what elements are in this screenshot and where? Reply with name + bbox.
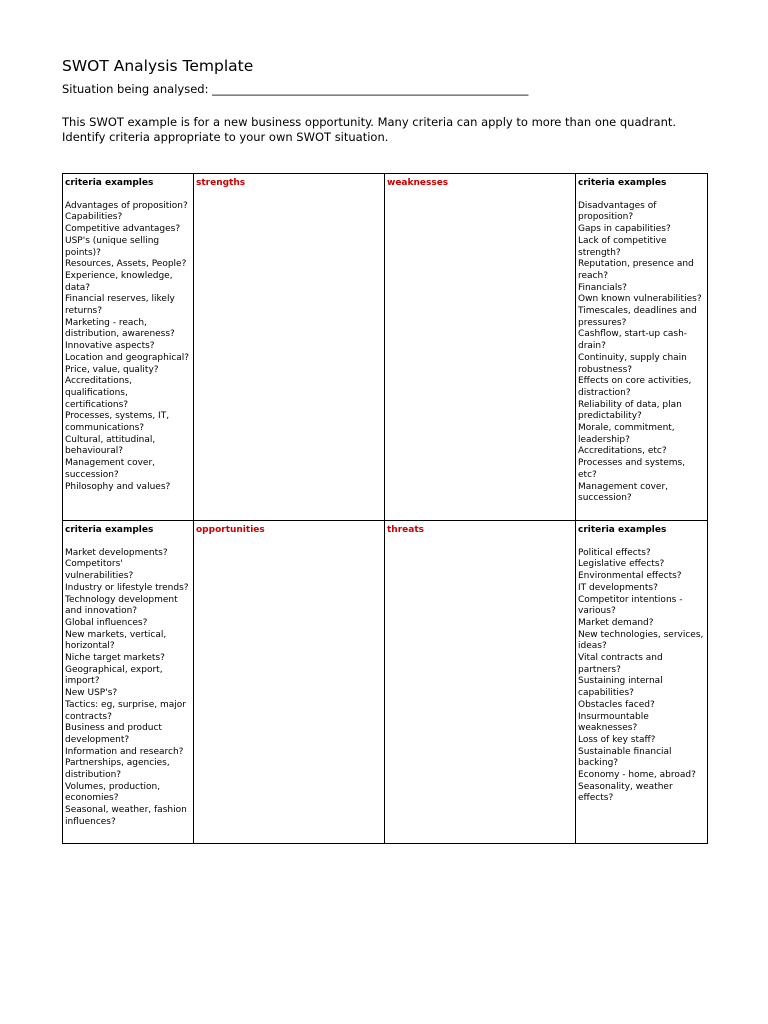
- criteria-item: Sustaining internal capabilities?: [578, 676, 663, 699]
- criteria-header: criteria examples: [65, 178, 154, 188]
- swot-row-internal: [63, 174, 708, 521]
- criteria-item: Volumes, production, economies?: [65, 781, 161, 804]
- criteria-header: criteria examples: [65, 525, 154, 535]
- cell-weaknesses: [385, 174, 576, 521]
- criteria-item: Market developments?: [65, 547, 168, 558]
- cell-strengths: [194, 174, 385, 521]
- criteria-item: Philosophy and values?: [65, 481, 171, 492]
- criteria-item: Competitor intentions - various?: [578, 594, 683, 617]
- criteria-item: Technology development and innovation?: [65, 594, 178, 617]
- criteria-item: Processes, systems, IT, communications?: [65, 411, 170, 434]
- criteria-item: Experience, knowledge, data?: [65, 270, 173, 293]
- criteria-item: Market demand?: [578, 617, 654, 628]
- criteria-item: Geographical, export, import?: [65, 664, 163, 687]
- criteria-item: IT developments?: [578, 582, 658, 593]
- criteria-item: Price, value, quality?: [65, 364, 159, 375]
- criteria-item: Business and product development?: [65, 723, 162, 745]
- criteria-item: Resources, Assets, People?: [65, 259, 187, 270]
- criteria-item: Timescales, deadlines and pressures?: [578, 306, 697, 328]
- cell-threats: [385, 521, 576, 844]
- criteria-item: Legislative effects?: [578, 559, 665, 570]
- threats-header: threats: [387, 525, 424, 535]
- situation-line: Situation being analysed: _______________________________________________________: [62, 82, 529, 96]
- criteria-item: Sustainable financial backing?: [578, 746, 672, 769]
- criteria-list: [65, 548, 191, 829]
- criteria-item: Competitive advantages?: [65, 224, 181, 235]
- cell-criteria-opportunities: [63, 521, 194, 844]
- intro-line-1: This SWOT example is for a new business opportunity. Many criteria can apply to more than one quadrant.: [62, 115, 677, 129]
- criteria-item: Obstacles faced?: [578, 699, 655, 710]
- criteria-item: Partnerships, agencies, distribution?: [65, 758, 170, 781]
- page-title: SWOT Analysis Template: [62, 57, 254, 75]
- criteria-item: Morale, commitment, leadership?: [578, 423, 675, 445]
- weaknesses-header: weaknesses: [387, 178, 449, 188]
- criteria-item: Insurmountable weaknesses?: [578, 711, 649, 734]
- criteria-item: Lack of competitive strength?: [578, 235, 667, 258]
- criteria-item: Continuity, supply chain robustness?: [578, 352, 687, 375]
- criteria-item: Innovative aspects?: [65, 341, 155, 352]
- criteria-item: Cultural, attitudinal, behavioural?: [65, 434, 156, 457]
- criteria-list: [578, 548, 705, 805]
- criteria-item: Competitors' vulnerabilities?: [65, 559, 134, 582]
- criteria-item: New markets, vertical, horizontal?: [65, 629, 167, 652]
- criteria-item: Advantages of proposition?: [65, 200, 188, 211]
- criteria-item: Gaps in capabilities?: [578, 224, 671, 235]
- swot-grid: [62, 173, 708, 844]
- criteria-item: Marketing - reach, distribution, awareness?: [65, 317, 175, 340]
- criteria-item: New technologies, services, ideas?: [578, 629, 704, 652]
- criteria-header: criteria examples: [578, 525, 667, 535]
- opportunities-header: opportunities: [196, 525, 265, 535]
- criteria-list: [65, 201, 191, 494]
- intro-text: [62, 115, 722, 145]
- criteria-item: USP's (unique selling points)?: [65, 235, 160, 258]
- criteria-item: New USP's?: [65, 688, 118, 699]
- swot-row-external: [63, 521, 708, 844]
- cell-criteria-threats: [576, 521, 708, 844]
- criteria-item: Financial reserves, likely returns?: [65, 294, 175, 317]
- cell-opportunities: [194, 521, 385, 844]
- criteria-item: Accreditations, qualifications, certifications?: [65, 376, 132, 410]
- criteria-item: Management cover, succession?: [578, 481, 669, 504]
- strengths-header: strengths: [196, 178, 246, 188]
- criteria-item: Own known vulnerabilities?: [578, 294, 702, 305]
- criteria-header: criteria examples: [578, 178, 667, 188]
- criteria-item: Capabilities?: [65, 212, 123, 223]
- criteria-item: Reputation, presence and reach?: [578, 259, 694, 281]
- criteria-item: Cashflow, start-up cash-drain?: [578, 329, 688, 352]
- criteria-item: Location and geographical?: [65, 352, 190, 363]
- criteria-item: Loss of key staff?: [578, 734, 656, 745]
- criteria-item: Environmental effects?: [578, 571, 682, 582]
- criteria-item: Seasonal, weather, fashion influences?: [65, 805, 187, 827]
- criteria-item: Accreditations, etc?: [578, 446, 667, 457]
- criteria-item: Political effects?: [578, 547, 651, 558]
- criteria-item: Seasonality, weather effects?: [578, 781, 673, 804]
- criteria-item: Niche target markets?: [65, 653, 165, 664]
- criteria-item: Information and research?: [65, 746, 184, 757]
- criteria-list: [578, 201, 705, 505]
- cell-criteria-weaknesses: [576, 174, 708, 521]
- cell-criteria-strengths: [63, 174, 194, 521]
- criteria-item: Financials?: [578, 282, 627, 293]
- criteria-item: Industry or lifestyle trends?: [65, 582, 189, 593]
- criteria-item: Disadvantages of proposition?: [578, 200, 657, 223]
- intro-line-2: Identify criteria appropriate to your own SWOT situation.: [62, 130, 389, 144]
- criteria-item: Reliability of data, plan predictability?: [578, 399, 682, 422]
- criteria-item: Effects on core activities, distraction?: [578, 376, 692, 398]
- criteria-item: Tactics: eg, surprise, major contracts?: [65, 699, 186, 722]
- criteria-item: Economy - home, abroad?: [578, 770, 696, 781]
- criteria-item: Global influences?: [65, 617, 148, 628]
- criteria-item: Processes and systems, etc?: [578, 458, 686, 480]
- criteria-item: Vital contracts and partners?: [578, 653, 663, 675]
- criteria-item: Management cover, succession?: [65, 458, 156, 480]
